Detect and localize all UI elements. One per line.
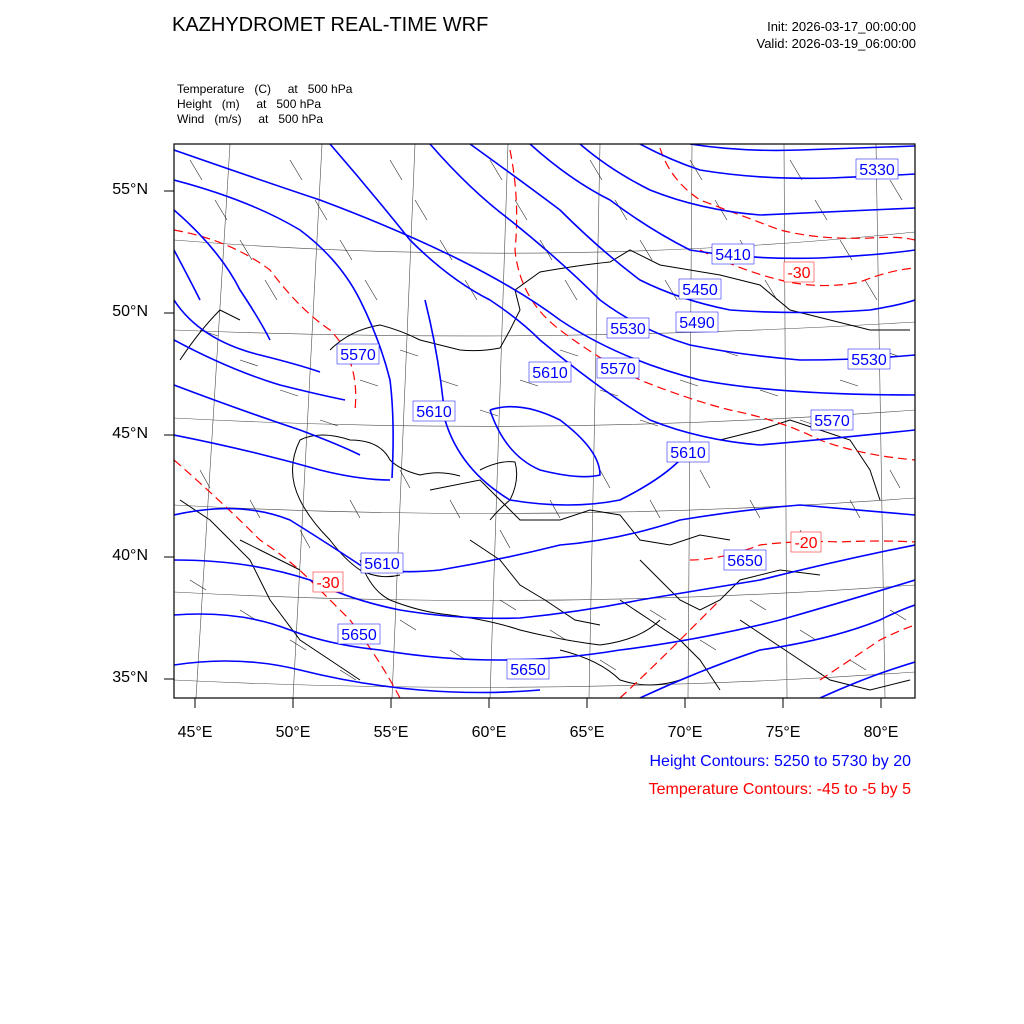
height-label: 5610 [670, 445, 706, 462]
lat-label: 55°N [112, 181, 148, 198]
height-label: 5450 [682, 282, 718, 299]
height-label: 5410 [715, 247, 751, 264]
variable-temperature: Temperature (C) at 500 hPa [177, 82, 353, 96]
lon-label: 75°E [765, 724, 801, 741]
lon-label: 45°E [177, 724, 213, 741]
chart-title: KAZHYDROMET REAL-TIME WRF [172, 14, 489, 36]
init-time: Init: 2026-03-17_00:00:00 [767, 19, 916, 34]
temperature-label: -30 [316, 575, 340, 592]
height-label: 5650 [341, 627, 377, 644]
lon-label: 50°E [275, 724, 311, 741]
height-label-group [337, 159, 898, 679]
lon-label: 55°E [373, 724, 409, 741]
height-label: 5610 [364, 556, 400, 573]
lat-label: 45°N [112, 425, 148, 442]
temperature-label: -20 [794, 535, 818, 552]
height-label: 5610 [416, 404, 452, 421]
height-contours-legend: Height Contours: 5250 to 5730 by 20 [649, 753, 911, 770]
temperature-label: -30 [787, 265, 811, 282]
variable-wind: Wind (m/s) at 500 hPa [177, 112, 324, 126]
temperature-contours-legend: Temperature Contours: -45 to -5 by 5 [648, 781, 911, 798]
height-label: 5570 [340, 347, 376, 364]
valid-time: Valid: 2026-03-19_06:00:00 [756, 36, 916, 51]
height-label: 5530 [851, 352, 887, 369]
lon-label: 65°E [569, 724, 605, 741]
lat-label: 40°N [112, 547, 148, 564]
lon-label: 60°E [471, 724, 507, 741]
variable-height: Height (m) at 500 hPa [177, 97, 322, 111]
height-label: 5610 [532, 365, 568, 382]
lat-label: 50°N [112, 303, 148, 320]
height-label: 5570 [600, 361, 636, 378]
lon-label: 80°E [863, 724, 899, 741]
height-label: 5650 [727, 553, 763, 570]
height-label: 5490 [679, 315, 715, 332]
lon-label: 70°E [667, 724, 703, 741]
height-label: 5530 [610, 321, 646, 338]
lat-label: 35°N [112, 669, 148, 686]
height-label: 5330 [859, 162, 895, 179]
height-label: 5650 [510, 662, 546, 679]
height-label: 5570 [814, 413, 850, 430]
